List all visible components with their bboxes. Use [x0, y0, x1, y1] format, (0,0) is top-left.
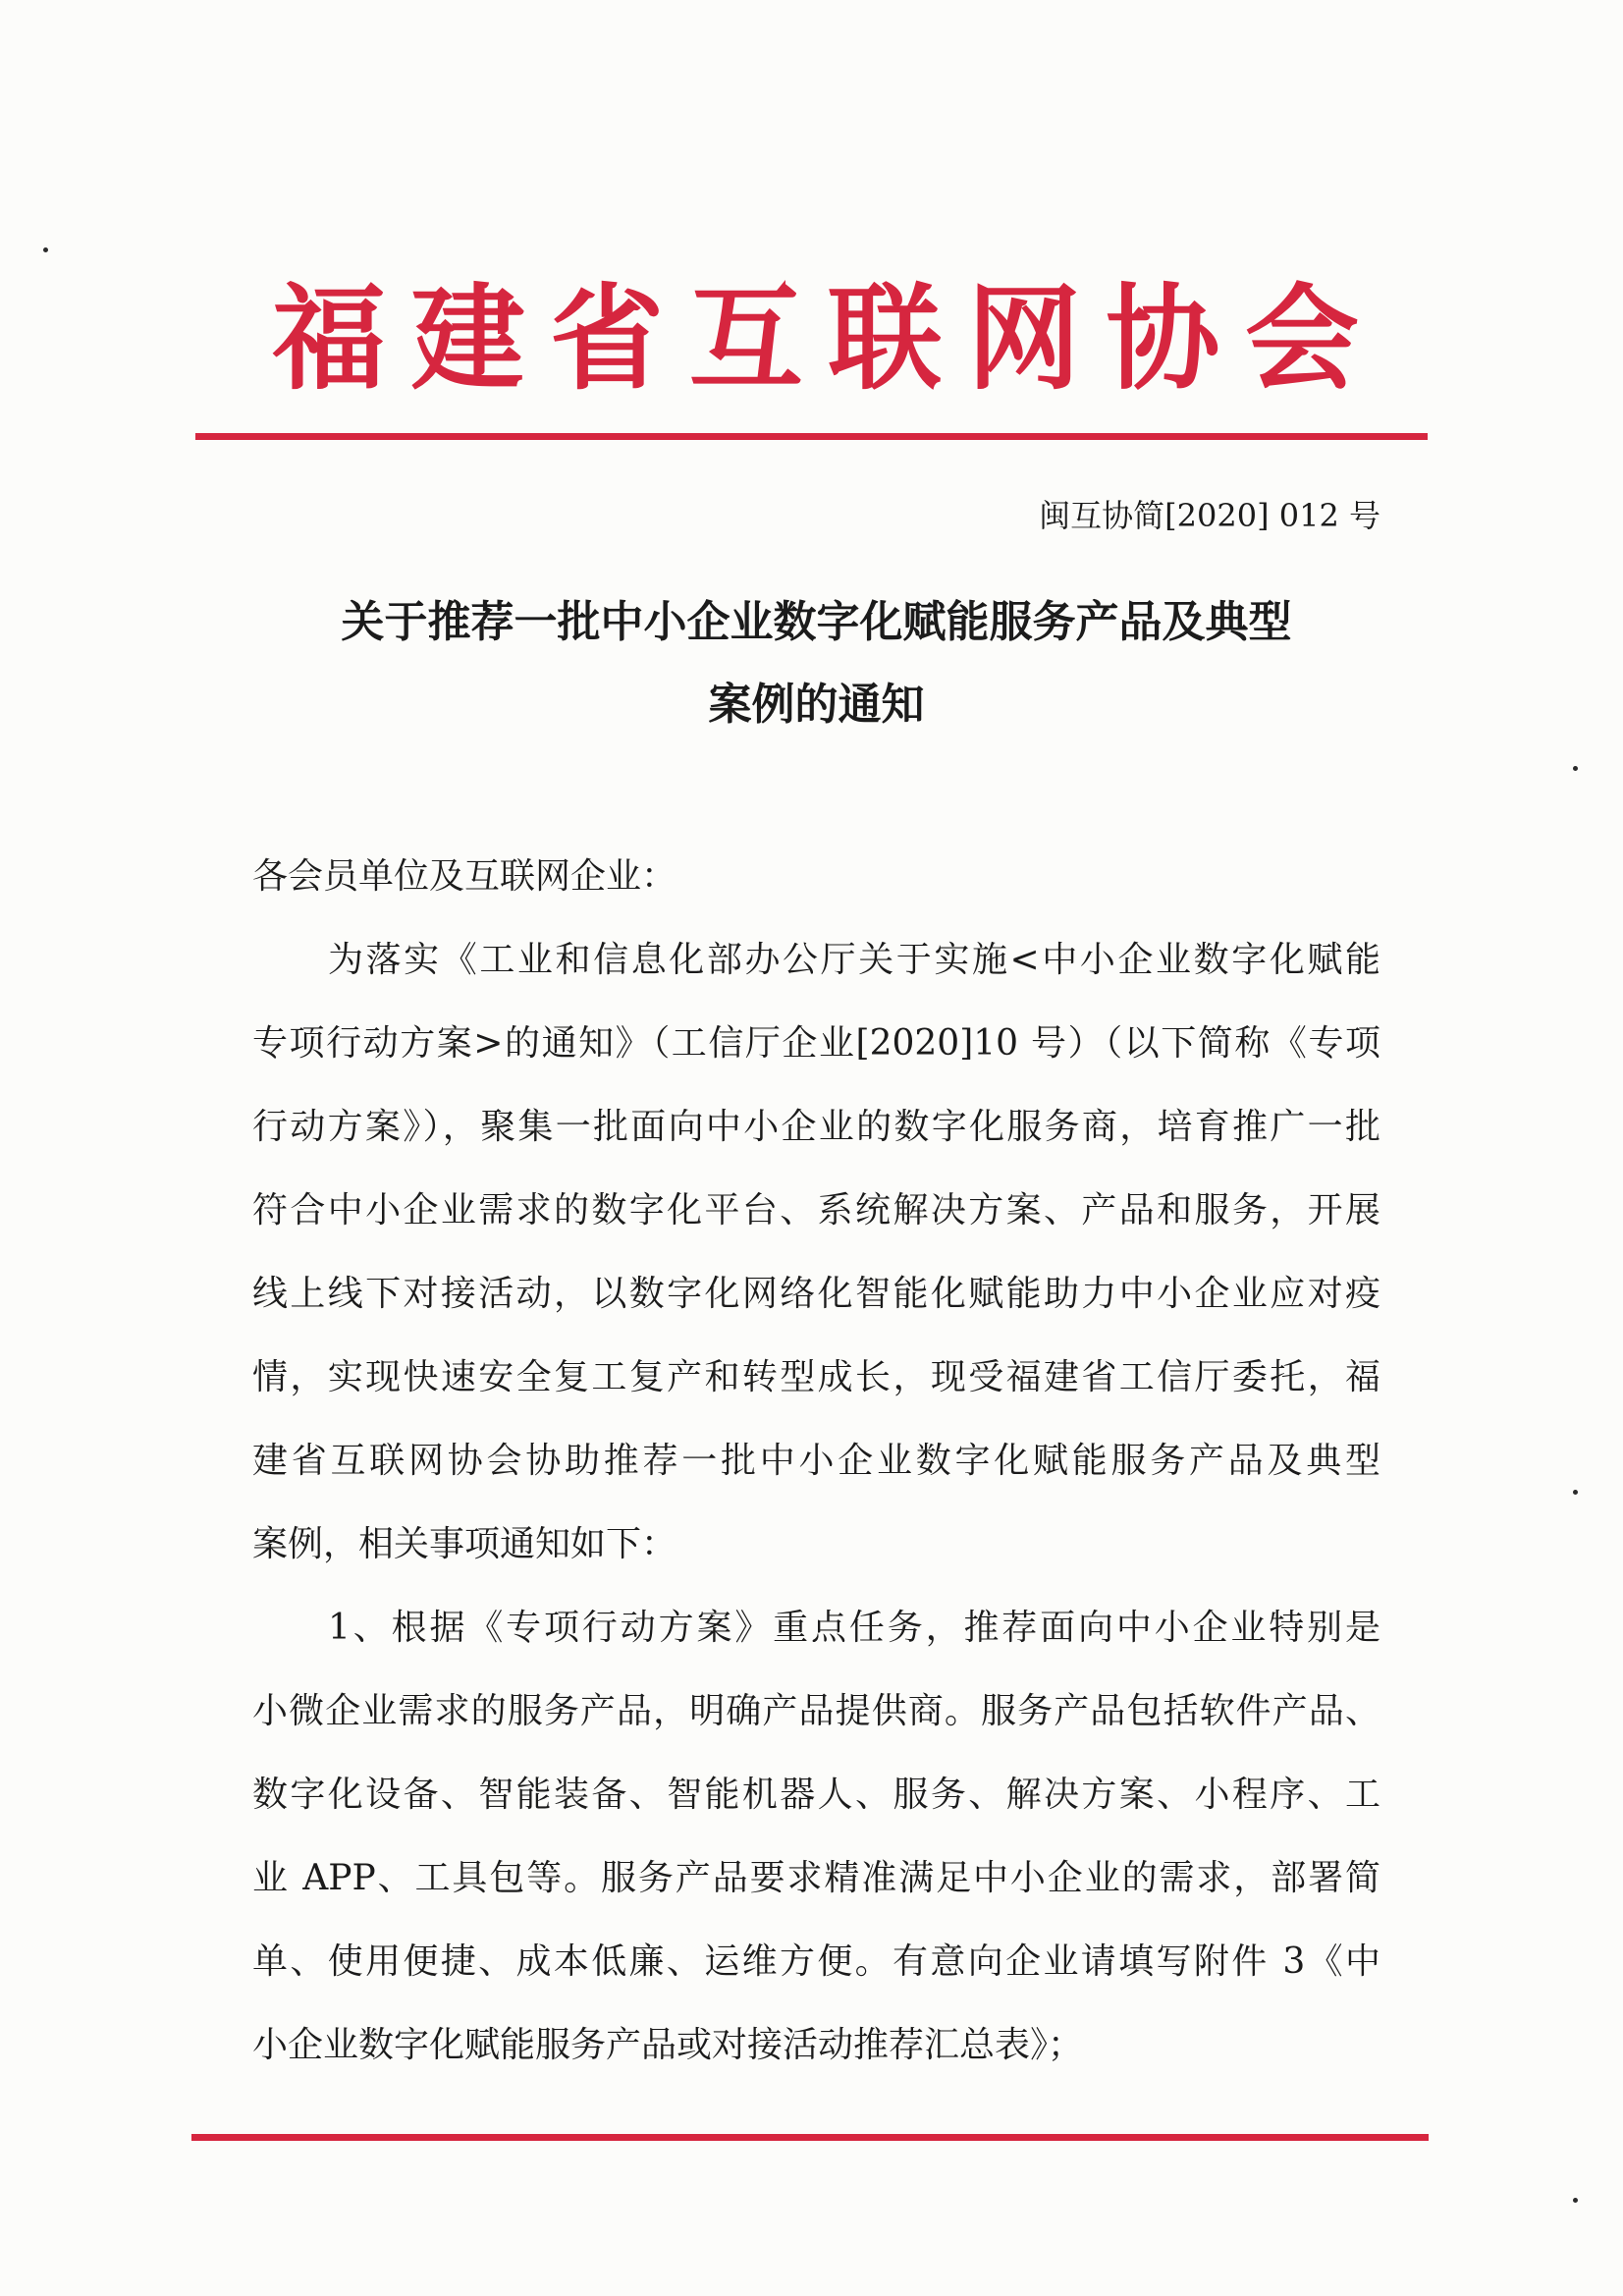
paragraph-line: 情，实现快速安全复工复产和转型成长，现受福建省工信厅委托，福: [252, 1357, 1380, 1397]
paragraph-line: 建省互联网协会协助推荐一批中小企业数字化赋能服务产品及典型: [252, 1441, 1380, 1481]
org-letterhead-title: 福建省互联网协会: [272, 277, 1359, 401]
paragraph-line: 为落实《工业和信息化部办公厅关于实施<中小企业数字化赋能: [328, 940, 1380, 980]
paragraph-line: 业 APP、工具包等。服务产品要求精准满足中小企业的需求，部署简: [252, 1858, 1380, 1898]
paragraph-2: [252, 1586, 1380, 2087]
paragraph-line: 1、根据《专项行动方案》重点任务，推荐面向中小企业特别是: [328, 1608, 1380, 1648]
scan-speck: [1573, 2198, 1578, 2203]
paragraph-line: 单、使用便捷、成本低廉、运维方便。有意向企业请填写附件 3《中: [252, 1941, 1380, 1982]
paragraph-line: 符合中小企业需求的数字化平台、系统解决方案、产品和服务，开展: [252, 1190, 1380, 1230]
scan-speck: [43, 247, 48, 252]
notice-title-line-1: 关于推荐一批中小企业数字化赋能服务产品及典型: [341, 597, 1292, 647]
paragraph-1: [252, 918, 1380, 1586]
notice-body: [252, 835, 1380, 2087]
paragraph-line: 案例，相关事项通知如下：: [252, 1524, 677, 1564]
notice-title-line-2: 案例的通知: [708, 680, 925, 730]
paragraph-line: 数字化设备、智能装备、智能机器人、服务、解决方案、小程序、工: [252, 1775, 1380, 1815]
paragraph-line: 小微企业需求的服务产品，明确产品提供商。服务产品包括软件产品、: [252, 1691, 1380, 1731]
footer-red-rule: [191, 2134, 1429, 2141]
paragraph-line: 行动方案》），聚集一批面向中小企业的数字化服务商，培育推广一批: [252, 1107, 1380, 1147]
paragraph-line: 专项行动方案>的通知》（工信厅企业[2020]10 号）（以下简称《专项: [252, 1023, 1380, 1064]
paragraph-line: 线上线下对接活动，以数字化网络化智能化赋能助力中小企业应对疫: [252, 1274, 1380, 1314]
letterhead-red-rule: [195, 433, 1428, 440]
document-number: 闽互协简[2020] 012 号: [1039, 497, 1380, 534]
paragraph-line: 小企业数字化赋能服务产品或对接活动推荐汇总表》；: [252, 2025, 1084, 2065]
salutation: 各会员单位及互联网企业：: [252, 856, 677, 897]
scan-speck: [1573, 1490, 1578, 1495]
scan-speck: [1573, 766, 1578, 771]
